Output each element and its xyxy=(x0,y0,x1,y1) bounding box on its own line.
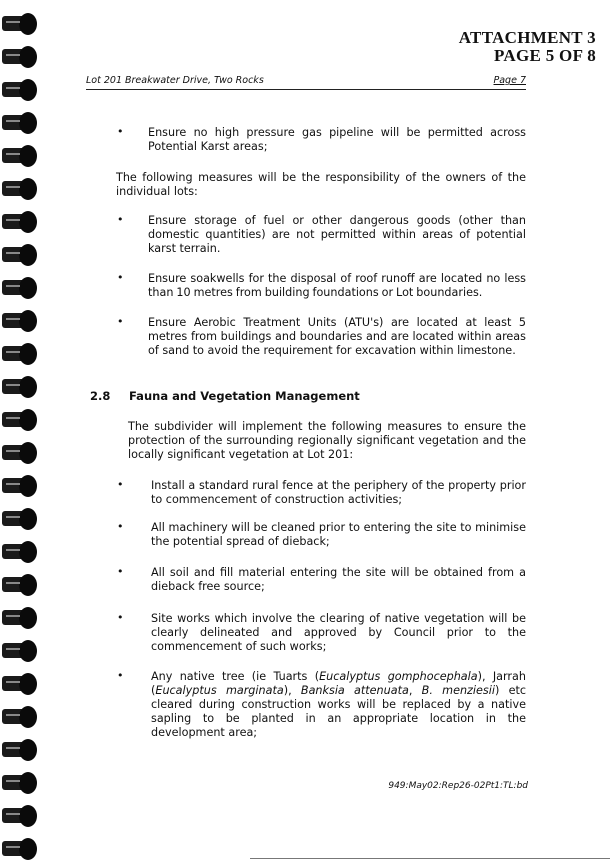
binding-ring xyxy=(2,706,37,728)
binding-ring xyxy=(2,211,37,233)
section-number: 2.8 xyxy=(90,389,111,403)
binding-ring xyxy=(2,640,37,662)
attachment-page-label: PAGE 5 OF 8 xyxy=(494,46,596,65)
bullet-marker: • xyxy=(117,611,124,624)
binding-ring xyxy=(2,673,37,695)
bullet-text-atu: Ensure Aerobic Treatment Units (ATU's) are located at least 5 metres from buildings and boundaries and are located within areas of sand to avoid the requirement for excavation within limestone. xyxy=(148,316,526,357)
binding-ring xyxy=(2,442,37,464)
bullet-marker: • xyxy=(117,213,124,226)
binding-ring xyxy=(2,805,37,827)
binding-ring xyxy=(2,46,37,68)
binding-ring xyxy=(2,739,37,761)
bullet-marker: • xyxy=(117,125,124,138)
header-title: Lot 201 Breakwater Drive, Two Rocks xyxy=(86,75,264,86)
binding-ring xyxy=(2,244,37,266)
binding-ring xyxy=(2,376,37,398)
bullet-marker: • xyxy=(117,520,124,533)
spiral-binding xyxy=(0,0,44,865)
document-reference-code: 949:May02:Rep26-02Pt1:TL:bd xyxy=(388,781,528,791)
binding-ring xyxy=(2,13,37,35)
attachment-label: ATTACHMENT 3 xyxy=(458,28,596,47)
binding-ring xyxy=(2,178,37,200)
bullet-marker: • xyxy=(117,478,124,491)
binding-ring xyxy=(2,343,37,365)
bottom-rule xyxy=(250,858,610,859)
section-title: Fauna and Vegetation Management xyxy=(129,389,360,403)
binding-ring xyxy=(2,574,37,596)
binding-ring xyxy=(2,112,37,134)
bullet-text-soakwells: Ensure soakwells for the disposal of roof runoff are located no less than 10 metres from building foundations or Lot boundaries. xyxy=(148,272,526,299)
bullet-text-site-clearing: Site works which involve the clearing of native vegetation will be clearly delineated and approved by Council prior to the commencement of such works; xyxy=(151,612,526,653)
header-page-number: Page 7 xyxy=(493,75,526,86)
bullet-text-fuel-storage: Ensure storage of fuel or other dangerous goods (other than domestic quantities) are not permitted within areas of potential karst terrain. xyxy=(148,214,526,255)
binding-ring xyxy=(2,838,37,860)
bullet-text-machinery: All machinery will be cleaned prior to entering the site to minimise the potential spread of dieback; xyxy=(151,521,526,548)
binding-ring xyxy=(2,409,37,431)
binding-ring xyxy=(2,475,37,497)
page-header xyxy=(86,74,526,90)
bullet-marker: • xyxy=(117,315,124,328)
bullet-text-native-tree: Any native tree (ie Tuarts (Eucalyptus gomphocephala), Jarrah (Eucalyptus marginata), Banksia attenuata, B. menziesii) etc cleared during construction works will be replaced by a native sapling to be planted in an appropriate location in the development area; xyxy=(151,670,527,739)
bullet-marker: • xyxy=(117,565,124,578)
paragraph-owner-responsibilities: The following measures will be the responsibility of the owners of the individual lots: xyxy=(116,171,526,198)
bullet-marker: • xyxy=(117,669,124,682)
binding-ring xyxy=(2,541,37,563)
binding-ring xyxy=(2,145,37,167)
binding-ring xyxy=(2,772,37,794)
binding-ring xyxy=(2,79,37,101)
binding-ring xyxy=(2,607,37,629)
binding-ring xyxy=(2,508,37,530)
bullet-marker: • xyxy=(117,271,124,284)
binding-ring xyxy=(2,277,37,299)
paragraph-subdivider-measures: The subdivider will implement the following measures to ensure the protection of the surrounding regionally significant vegetation and the locally significant vegetation at Lot 201: xyxy=(128,420,526,461)
bullet-text-gas-pipeline: Ensure no high pressure gas pipeline will be permitted across Potential Karst areas; xyxy=(148,126,526,153)
bullet-text-soil-fill: All soil and fill material entering the site will be obtained from a dieback free source; xyxy=(151,566,526,593)
binding-ring xyxy=(2,310,37,332)
bullet-text-rural-fence: Install a standard rural fence at the periphery of the property prior to commencement of construction activities; xyxy=(151,479,526,506)
